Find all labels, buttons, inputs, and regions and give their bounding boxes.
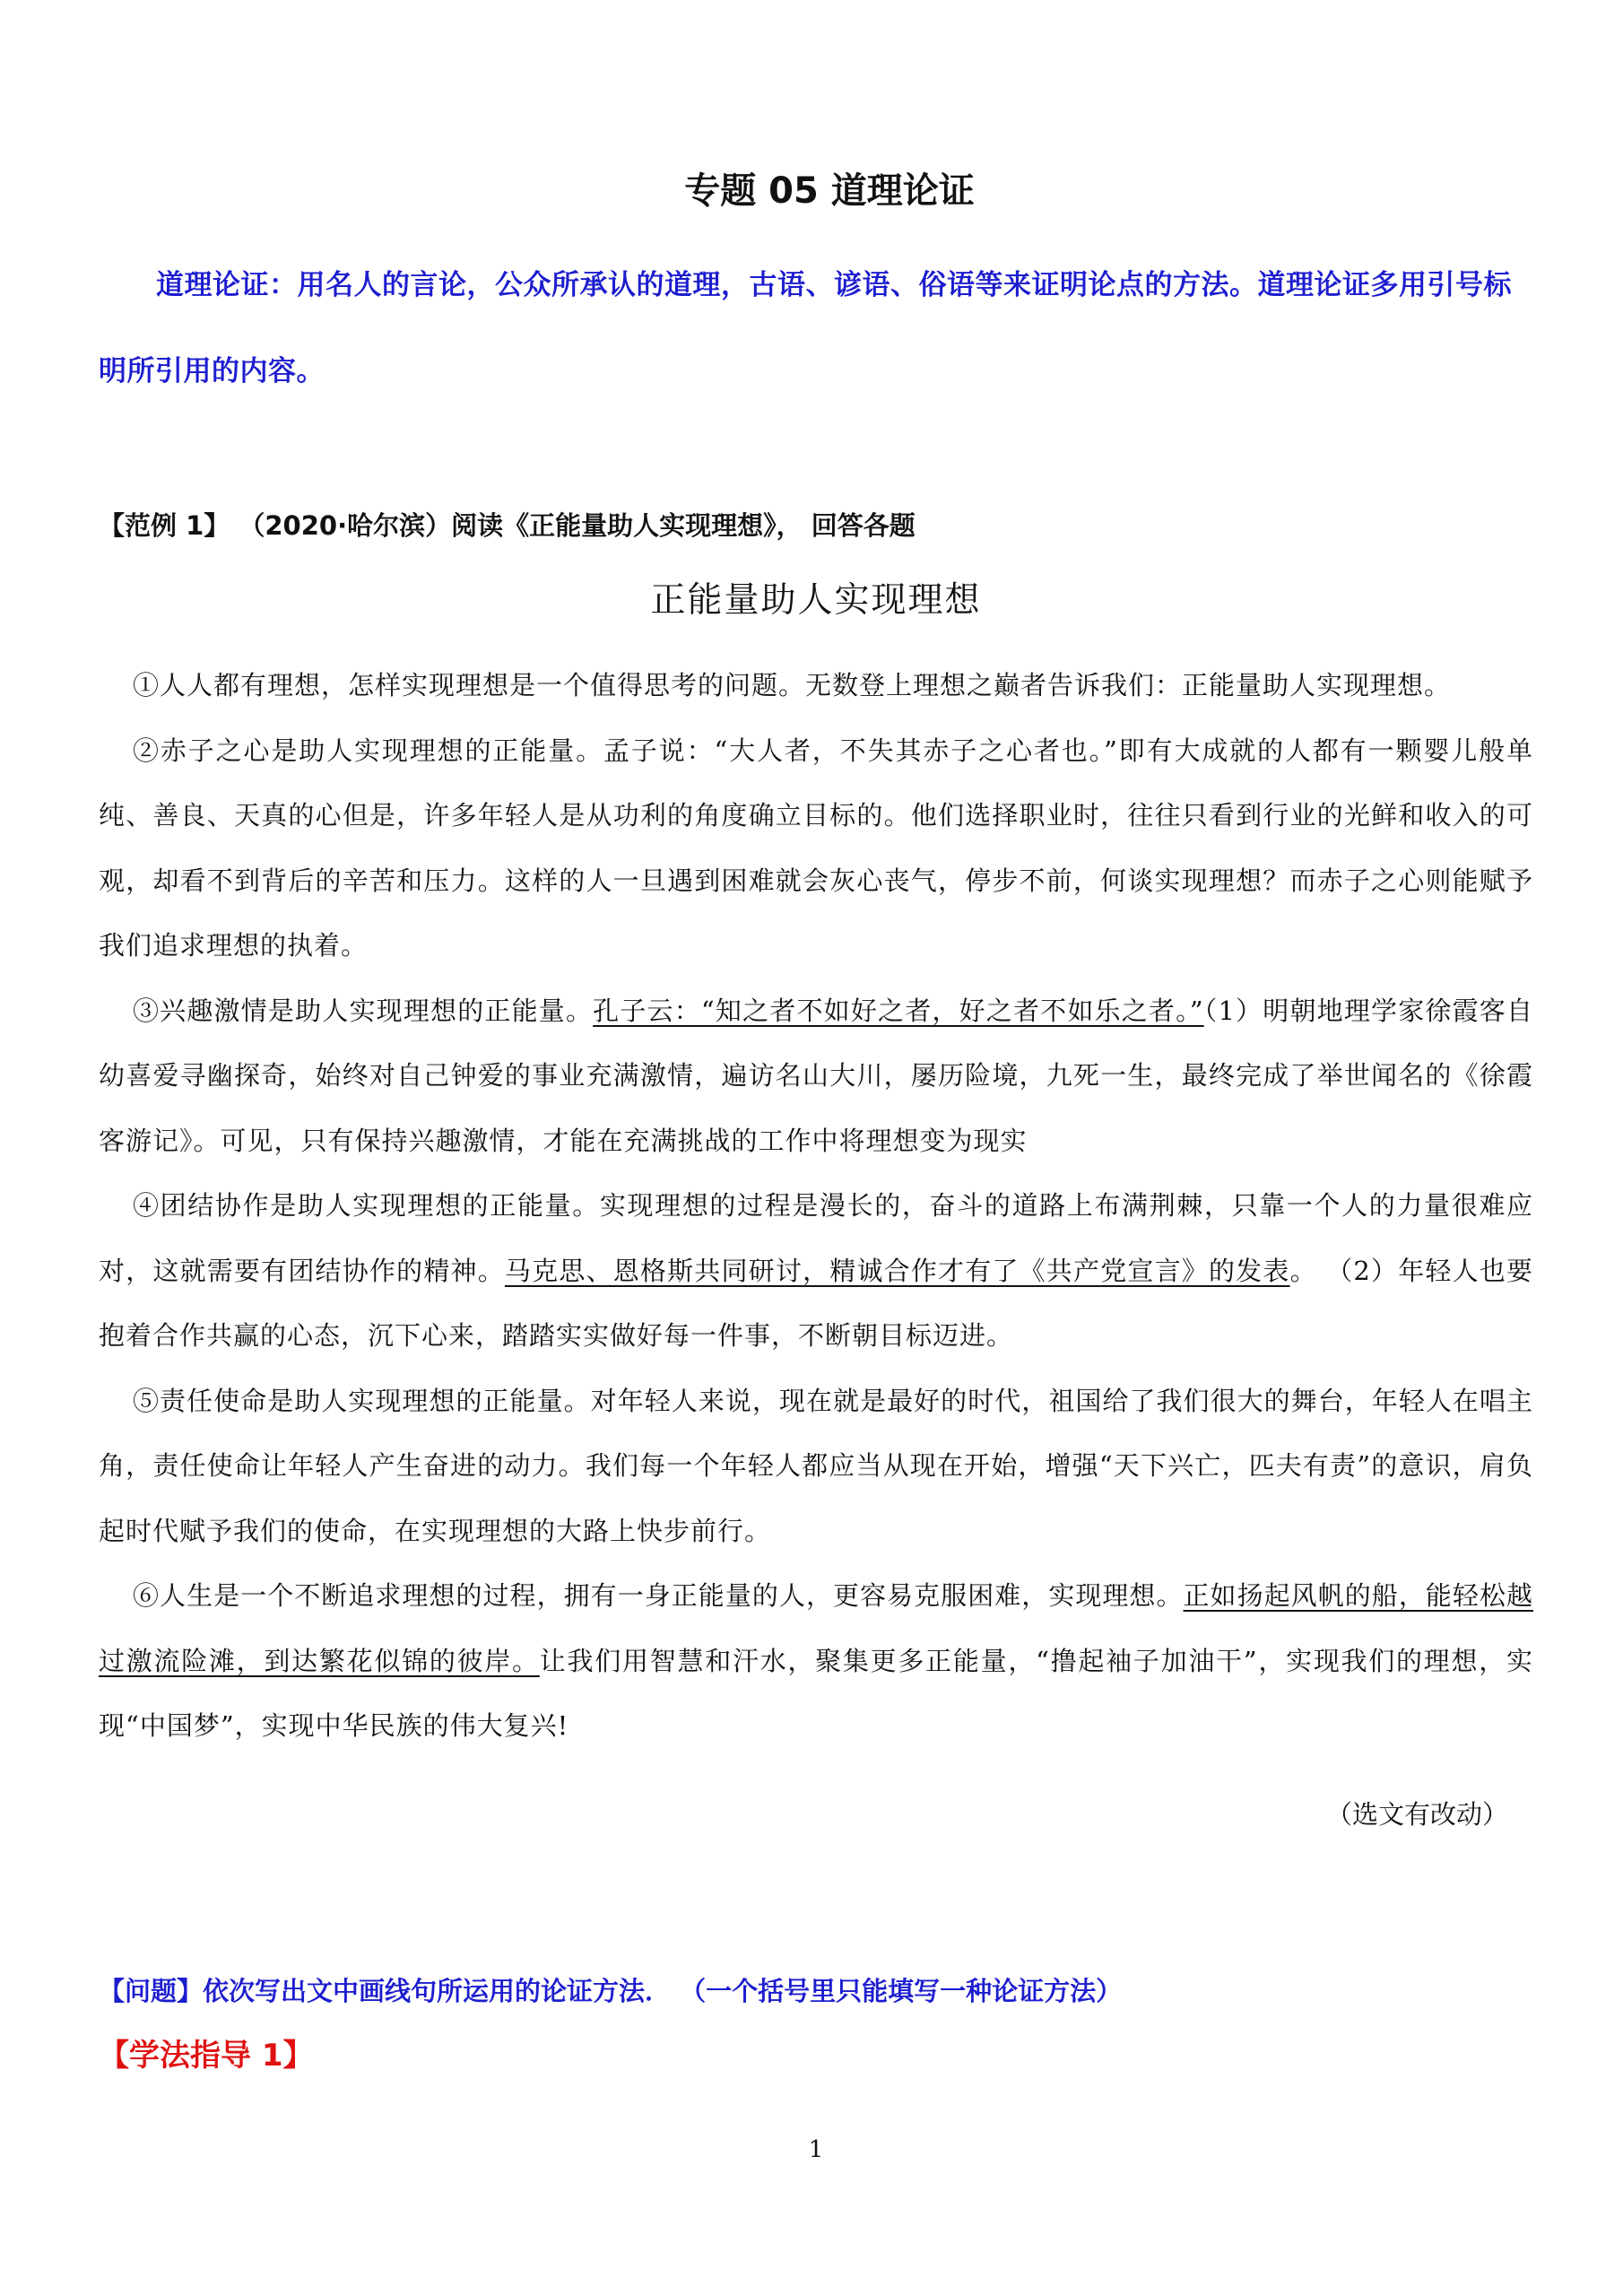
source-note: （选文有改动） xyxy=(1325,1799,1508,1830)
underlined-sentence-3: 正如扬起风帆的船，能轻松越过激流险滩，到达繁花似锦的彼岸。 xyxy=(99,1580,1533,1676)
article-title: 正能量助人实现理想 xyxy=(650,580,982,621)
question-text: 【问题】依次写出文中画线句所运用的论证方法． （一个括号里只能填写一种论证方法） xyxy=(99,1976,1123,2006)
definition-text: 道理论证：用名人的言论，公众所承认的道理，古语、谚语、俗语等来证明论点的方法。道理论证多用引号标明所引用的内容。 xyxy=(99,269,1512,387)
paragraph-4 xyxy=(99,1173,1533,1369)
paragraph-3 xyxy=(99,978,1533,1174)
example-heading: 【范例 1】 （2020·哈尔滨）阅读《正能量助人实现理想》， 回答各题 xyxy=(99,510,916,541)
paragraph-3-text-after: （1）明朝地理学家徐霞客自幼喜爱寻幽探奇，始终对自己钟爱的事业充满激情，遍访名山大川，屡历险境，九死一生，最终完成了举世闻名的《徐霞客游记》。可见，只有保持兴趣激情，才能在充满挑战的工作中将理想变为现实 xyxy=(99,995,1533,1156)
paragraph-1: ①人人都有理想，怎样实现理想是一个值得思考的问题。无数登上理想之巅者告诉我们：正能量助人实现理想。 xyxy=(133,670,1452,700)
underlined-sentence-2: 马克思、恩格斯共同研讨，精诚合作才有了《共产党宣言》的发表 xyxy=(504,1255,1290,1286)
paragraph-6-text-after: 让我们用智慧和汗水，聚集更多正能量，“撸起袖子加油干”，实现我们的理想，实现“中国梦”，实现中华民族的伟大复兴! xyxy=(99,1645,1533,1741)
paragraph-5: ⑤责任使命是助人实现理想的正能量。对年轻人来说，现在就是最好的时代，祖国给了我们很大的舞台，年轻人在唱主角，责任使命让年轻人产生奋进的动力。我们每一个年轻人都应当从现在开始，增强“天下兴亡，匹夫有责”的意识，肩负起时代赋予我们的使命，在实现理想的大路上快步前行。 xyxy=(99,1385,1533,1546)
paragraph-4-text-after: 。 （2）年轻人也要抱着合作共赢的心态，沉下心来，踏踏实实做好每一件事，不断朝目标迈进。 xyxy=(99,1255,1533,1351)
article-body xyxy=(99,653,1533,1759)
page-number: 1 xyxy=(808,2136,824,2163)
paragraph-3-text-before: ③兴趣激情是助人实现理想的正能量。 xyxy=(133,995,594,1026)
underlined-sentence-1: 孔子云：“知之者不如好之者，好之者不如乐之者。” xyxy=(593,995,1204,1026)
paragraph-2: ②赤子之心是助人实现理想的正能量。孟子说：“大人者，不失其赤子之心者也。”即有大成就的人都有一颗婴儿般单纯、善良、天真的心但是，许多年轻人是从功利的角度确立目标的。他们选择职业时，往往只看到行业的光鲜和收入的可观，却看不到背后的辛苦和压力。这样的人一旦遇到困难就会灰心丧气，停步不前，何谈实现理想？而赤子之心则能赋予我们追求理想的执着。 xyxy=(99,735,1533,961)
paragraph-6 xyxy=(99,1563,1533,1759)
page-title: 专题 05 道理论证 xyxy=(684,170,975,212)
study-guide-heading: 【学法指导 1】 xyxy=(99,2038,314,2074)
paragraph-4-text-before: ④团结协作是助人实现理想的正能量。实现理想的过程是漫长的，奋斗的道路上布满荆棘，只靠一个人的力量很难应对，这就需要有团结协作的精神。 xyxy=(99,1190,1533,1286)
paragraph-6-text-before: ⑥人生是一个不断追求理想的过程，拥有一身正能量的人，更容易克服困难，实现理想。 xyxy=(133,1580,1184,1611)
